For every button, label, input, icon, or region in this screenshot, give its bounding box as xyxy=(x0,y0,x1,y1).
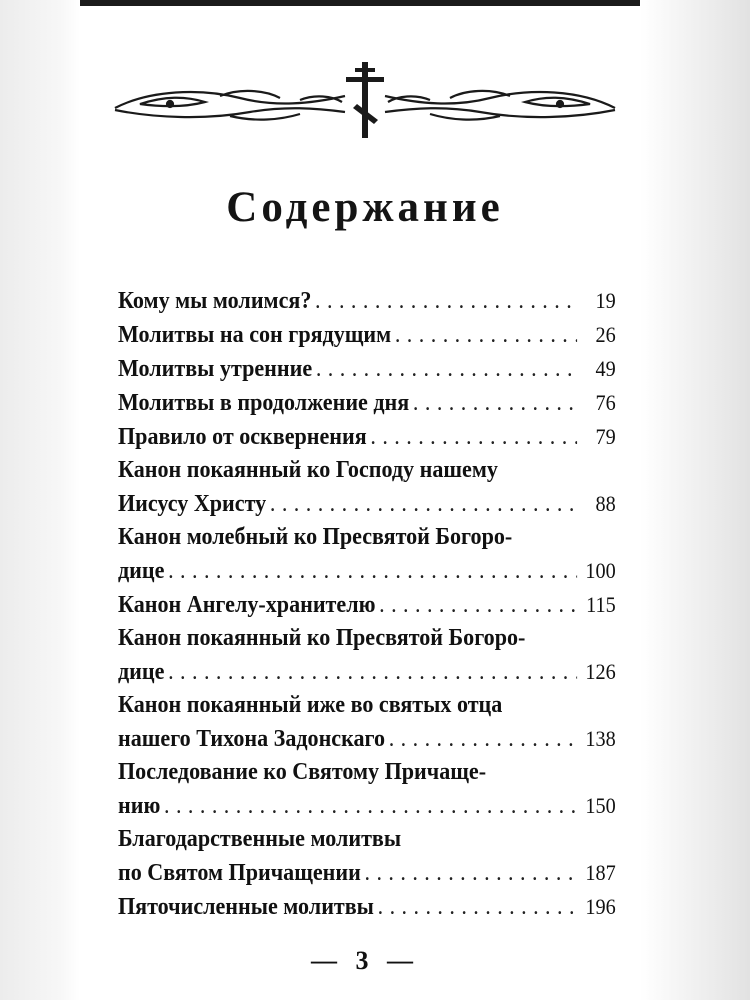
toc-entry xyxy=(118,622,616,689)
toc-page-number: 150 xyxy=(585,793,616,818)
toc-entry-line xyxy=(118,823,616,856)
toc-entry-line xyxy=(118,890,616,924)
toc-entry-title: Пяточисленные молитвы xyxy=(118,894,374,920)
toc-entry-title: Последование ко Святому Причаще- xyxy=(118,759,487,785)
toc-entry-title: Молитвы утренние xyxy=(118,356,313,382)
toc-entry xyxy=(118,588,616,622)
toc-entry xyxy=(118,284,616,318)
dot-leader xyxy=(378,891,577,924)
toc-entry-line xyxy=(118,756,616,789)
toc-entry-title: Иисусу Христу xyxy=(118,491,267,517)
dot-leader xyxy=(395,319,577,352)
dot-leader xyxy=(168,656,577,689)
toc-entry-line xyxy=(118,554,616,588)
toc-entry-title: Канон молебный ко Пресвятой Богоро- xyxy=(118,524,513,550)
toc-page-number: 196 xyxy=(585,894,616,919)
toc-page-number: 100 xyxy=(585,558,616,583)
dot-leader xyxy=(413,387,577,420)
toc-entry-title: нию xyxy=(118,793,161,819)
dot-leader xyxy=(164,790,577,823)
toc-entry-title: Канон покаянный ко Господу нашему xyxy=(118,457,498,483)
cross-ornament xyxy=(110,60,620,140)
toc-entry-line xyxy=(118,521,616,554)
toc-entry-line xyxy=(118,487,616,521)
toc-entry xyxy=(118,823,616,890)
toc-page-number: 126 xyxy=(585,659,616,684)
left-flourish-icon xyxy=(115,91,345,120)
toc-entry-line xyxy=(118,318,616,352)
right-flourish-icon xyxy=(385,91,615,120)
page-number: — 3 — xyxy=(311,946,419,975)
toc-entry xyxy=(118,454,616,521)
toc-page-number: 19 xyxy=(595,288,616,313)
toc-entry-title: Канон покаянный иже во святых отца xyxy=(118,692,503,718)
toc-entry xyxy=(118,890,616,924)
table-of-contents xyxy=(118,284,616,924)
toc-entry-line xyxy=(118,284,616,318)
toc-page-number: 88 xyxy=(595,491,616,516)
toc-page-number: 79 xyxy=(595,424,616,449)
toc-entry-title: по Святом Причащении xyxy=(118,860,361,886)
dot-leader xyxy=(379,589,577,622)
toc-entry xyxy=(118,521,616,588)
toc-entry-title: Канон покаянный ко Пресвятой Богоро- xyxy=(118,625,526,651)
scan-edge-left xyxy=(0,0,80,1000)
toc-page-number: 76 xyxy=(595,390,616,415)
toc-page-number: 26 xyxy=(595,322,616,347)
orthodox-cross-icon xyxy=(346,62,384,138)
toc-page-number: 187 xyxy=(585,860,616,885)
toc-entry-title: дице xyxy=(118,558,165,584)
dot-leader xyxy=(389,723,577,756)
dot-leader xyxy=(316,353,577,386)
toc-entry xyxy=(118,386,616,420)
toc-entry-line xyxy=(118,789,616,823)
toc-page-number: 115 xyxy=(586,592,616,617)
toc-entry-title: дице xyxy=(118,659,165,685)
scan-edge-right xyxy=(640,0,750,1000)
toc-entry-line xyxy=(118,622,616,655)
toc-entry xyxy=(118,689,616,756)
dot-leader xyxy=(270,488,577,521)
toc-page-number: 138 xyxy=(585,726,616,751)
toc-entry-title: Кому мы молимся? xyxy=(118,288,312,314)
toc-entry-line xyxy=(118,655,616,689)
toc-entry-title: Благодарственные молитвы xyxy=(118,826,402,852)
toc-entry xyxy=(118,318,616,352)
toc-entry-title: Правило от осквернения xyxy=(118,424,367,450)
toc-entry-title: Молитвы в продолжение дня xyxy=(118,390,410,416)
toc-entry xyxy=(118,420,616,454)
toc-entry-line xyxy=(118,588,616,622)
dot-leader xyxy=(370,421,577,454)
toc-entry xyxy=(118,352,616,386)
toc-entry-line xyxy=(118,386,616,420)
toc-page-number: 49 xyxy=(595,356,616,381)
toc-entry-line xyxy=(118,454,616,487)
dot-leader xyxy=(315,285,577,318)
dot-leader xyxy=(365,857,578,890)
dot-leader xyxy=(168,555,577,588)
toc-entry-line xyxy=(118,856,616,890)
toc-entry-line xyxy=(118,352,616,386)
toc-entry-line xyxy=(118,722,616,756)
toc-entry-line xyxy=(118,689,616,722)
toc-entry-title: Канон Ангелу-хранителю xyxy=(118,592,376,618)
toc-entry-title: нашего Тихона Задонскаго xyxy=(118,726,386,752)
toc-entry-title: Молитвы на сон грядущим xyxy=(118,322,392,348)
page-title: Содержание xyxy=(226,184,504,231)
scan-edge-top xyxy=(0,0,750,6)
toc-entry-line xyxy=(118,420,616,454)
toc-entry xyxy=(118,756,616,823)
